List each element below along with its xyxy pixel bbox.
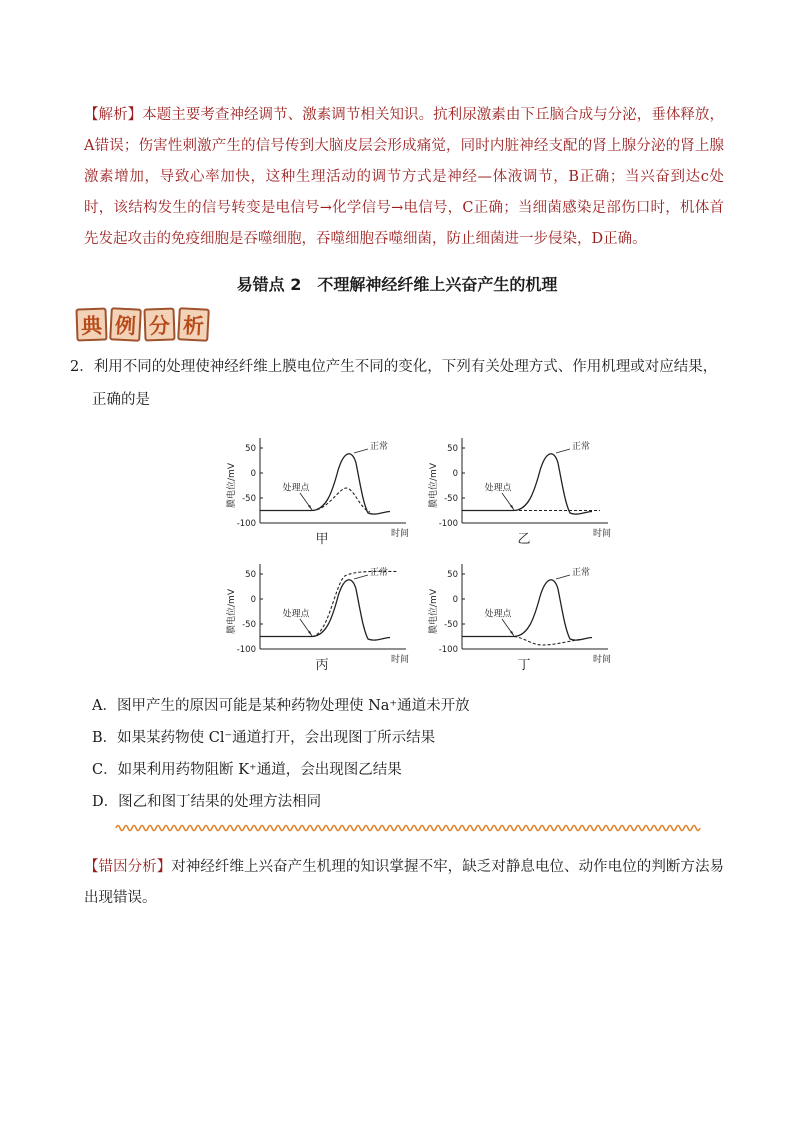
treated-curve [514,637,584,646]
error-analysis-text: 对神经纤维上兴奋产生机理的知识掌握不牢，缺乏对静息电位、动作电位的判断方法易出现错误。 [84,859,724,906]
arrowhead [308,505,312,510]
normal-curve [260,454,390,514]
panel-bing [225,564,409,673]
y-axis-label: 膜电位/mV [227,589,237,634]
example-analysis-banner [76,308,209,341]
y-tick-label: -50 [444,620,458,630]
wavy-divider [116,822,700,834]
y-tick-label: 0 [250,469,256,479]
analysis-paragraph [84,100,724,255]
y-tick-label: 50 [447,570,458,580]
y-axis-label: 膜电位/mV [429,589,439,634]
arrowhead [510,505,514,510]
y-tick-label: -50 [444,494,458,504]
y-tick-label: -100 [438,645,458,655]
normal-leader [556,575,570,579]
panel-yi [427,438,611,547]
y-tick-label: 0 [250,595,256,605]
x-axis-label: 时间 [592,529,612,539]
y-tick-label: -100 [438,519,458,529]
banner-char: 例 [109,307,142,342]
option-d[interactable]: D．图乙和图丁结果的处理方法相同 [92,794,322,810]
error-analysis-tag: 【错因分析】 [84,859,172,875]
section-title: 易错点 2 不理解神经纤维上兴奋产生的机理 [236,275,558,294]
divider-wave [116,826,700,831]
banner-char: 析 [177,307,210,342]
y-axis-label: 膜电位/mV [429,463,439,508]
question [70,351,726,417]
normal-leader [354,449,368,453]
normal-label: 正常 [572,442,591,452]
option-a[interactable]: A．图甲产生的原因可能是某种药物处理使 Na⁺通道未开放 [92,698,470,714]
analysis-text: 本题主要考查神经调节、激素调节相关知识。抗利尿激素由下丘脑合成与分泌，垂体释放，A错误；伤害性刺激产生的信号传到大脑皮层会形成痛觉，同时内脏神经支配的肾上腺分泌的肾上腺激素增加，导致心率加快，这种生理活动的调节方式是神经—体液调节，B正确；当兴奋到达c处时，该结构发生的信号转变是电信号→化学信号→电信号，C正确；当细菌感染足部伤口时，机体首先发起攻击的免疫细胞是吞噬细胞，吞噬细胞吞噬细菌，防止细菌进一步侵染，D正确。 [84,107,724,247]
option-c[interactable]: C．如果利用药物阻断 K⁺通道，会出现图乙结果 [92,762,402,778]
option-b[interactable]: B．如果某药物使 Cl⁻通道打开，会出现图丁所示结果 [92,730,436,746]
normal-label: 正常 [370,442,389,452]
x-axis-label: 时间 [390,655,410,665]
panel-label: 丙 [315,658,329,673]
arrowhead [510,631,514,636]
question-text: 利用不同的处理使神经纤维上膜电位产生不同的变化，下列有关处理方式、作用机理或对应结果，正确的是 [92,359,718,408]
analysis-tag: 【解析】 [84,107,143,123]
question-number: 2． [70,359,94,375]
normal-leader [556,449,570,453]
treatment-point-label: 处理点 [282,609,310,620]
panel-label: 甲 [315,532,329,547]
banner-char: 分 [143,307,175,341]
normal-label: 正常 [370,568,389,578]
normal-label: 正常 [572,568,591,578]
y-tick-label: -50 [242,620,256,630]
normal-curve [260,580,390,640]
x-axis-label: 时间 [390,529,410,539]
y-tick-label: -100 [236,519,256,529]
y-tick-label: 50 [447,444,458,454]
y-tick-label: 50 [245,444,256,454]
panel-ding [427,564,611,673]
y-axis-label: 膜电位/mV [227,463,237,508]
panel-label: 丁 [517,658,531,673]
arrowhead [308,631,312,636]
y-tick-label: 50 [245,570,256,580]
treatment-point-label: 处理点 [484,483,512,494]
normal-curve [462,454,592,514]
normal-leader [354,575,368,579]
error-analysis-paragraph [84,852,724,914]
x-axis-label: 时间 [592,655,612,665]
options-list [92,690,470,818]
y-tick-label: 0 [452,595,458,605]
treatment-point-label: 处理点 [484,609,512,620]
normal-curve [462,580,592,640]
y-tick-label: -100 [236,645,256,655]
y-tick-label: 0 [452,469,458,479]
membrane-potential-figure [227,432,612,677]
banner-char: 典 [75,307,107,341]
panel-jia [225,438,409,547]
treated-curve [312,571,398,636]
y-tick-label: -50 [242,494,256,504]
treatment-point-label: 处理点 [282,483,310,494]
panel-label: 乙 [517,532,531,547]
